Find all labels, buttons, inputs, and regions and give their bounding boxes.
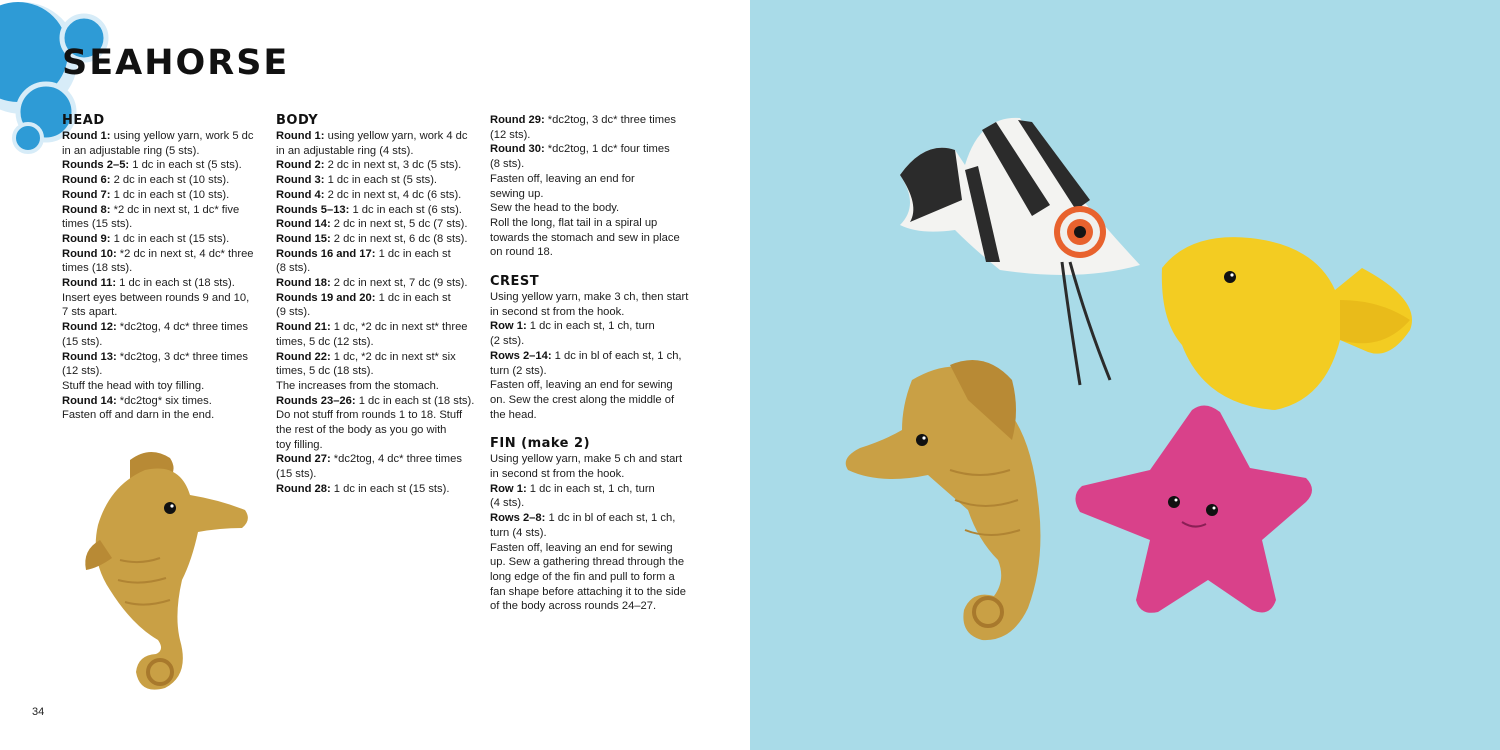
round-label: Rounds 2–5: [62,159,130,172]
round-label: Rounds 16 and 17: [276,247,376,260]
column-body [276,113,481,497]
instruction-line [276,305,481,320]
instruction-line [276,144,481,159]
instruction-text: in second st from the hook. [490,468,625,481]
instruction-line [276,394,481,409]
instruction-line [490,113,695,128]
instruction-line [276,408,481,423]
instruction-text: 1 dc in each st [375,247,451,260]
instruction-text: (8 sts). [490,158,525,171]
instruction-text: times (18 sts). [62,262,133,275]
instruction-text: 1 dc in each st, 1 ch, turn [526,482,655,495]
instruction-line [490,570,695,585]
instruction-line [490,319,695,334]
instruction-text: in an adjustable ring (5 sts). [62,144,200,157]
instruction-line [62,188,267,203]
instruction-line [490,526,695,541]
instruction-line [490,467,695,482]
instruction-text: on round 18. [490,246,553,259]
instruction-line [490,378,695,393]
instruction-line [490,231,695,246]
instruction-line [62,291,267,306]
instruction-line [490,157,695,172]
instruction-text: 1 dc in each st (5 sts). [324,174,438,187]
round-label: Round 12: [62,321,117,334]
round-label: Rows 2–8: [490,512,546,525]
instruction-text: Using yellow yarn, make 3 ch, then start [490,291,689,304]
instruction-line [62,320,267,335]
instruction-line [276,291,481,306]
instruction-line [490,245,695,260]
instruction-text: (8 sts). [276,262,311,275]
instruction-line [276,467,481,482]
instructions-crest [490,290,695,422]
instruction-text: Fasten off and darn in the end. [62,409,215,422]
instruction-text: Roll the long, flat tail in a spiral up [490,216,658,229]
instruction-line [62,408,267,423]
instruction-line [276,379,481,394]
instruction-text: 2 dc in next st, 4 dc (6 sts). [324,188,462,201]
section-heading-body: BODY [276,113,319,128]
instruction-text: turn (4 sts). [490,526,547,539]
instruction-line [276,350,481,365]
instruction-text: 1 dc, *2 dc in next st* six [330,350,456,363]
round-label: Round 14: [62,394,117,407]
instruction-text: *2 dc in next st, 1 dc* five [110,203,240,216]
instruction-text: Stuff the head with toy filling. [62,379,205,392]
instruction-line [490,142,695,157]
instruction-line [62,247,267,262]
instruction-text: 1 dc in each st (10 sts). [110,188,230,201]
instruction-line [276,438,481,453]
instruction-line [62,379,267,394]
instruction-text: times, 5 dc (12 sts). [276,335,374,348]
instruction-text: up. Sew a gathering thread through the [490,556,685,569]
instruction-text: times (15 sts). [62,218,133,231]
round-label: Round 22: [276,350,331,363]
instruction-text: the head. [490,408,537,421]
instruction-text: 1 dc in bl of each st, 1 ch, [551,349,682,362]
instruction-text: Using yellow yarn, make 5 ch and start [490,453,683,466]
instructions-body-continued [490,113,695,260]
instruction-line [490,364,695,379]
instruction-text: Fasten off, leaving an end for sewing [490,379,673,392]
instruction-line [62,203,267,218]
instruction-text: in an adjustable ring (4 sts). [276,144,414,157]
instruction-text: 1 dc in bl of each st, 1 ch, [545,512,676,525]
instruction-line [490,128,695,143]
instruction-line [62,144,267,159]
instruction-line [490,305,695,320]
instruction-text: towards the stomach and sew in place [490,231,680,244]
page-number: 34 [32,706,45,718]
instruction-line [490,452,695,467]
instruction-line [276,203,481,218]
instruction-text: *dc2tog, 3 dc* three times [116,350,248,363]
instruction-line [276,452,481,467]
instruction-text: (15 sts). [276,468,317,481]
instruction-text: 2 dc in each st (10 sts). [110,174,230,187]
round-label: Round 15: [276,232,331,245]
instruction-text: turn (2 sts). [490,364,547,377]
instruction-text: the rest of the body as you go with [276,424,447,437]
round-label: Round 28: [276,482,331,495]
instruction-text: (12 sts). [62,365,103,378]
round-label: Round 18: [276,277,331,290]
instruction-line [62,261,267,276]
instruction-text: in second st from the hook. [490,305,625,318]
instruction-line [62,232,267,247]
column-head [62,113,267,423]
instructions-body [276,129,481,497]
instruction-line [276,129,481,144]
instruction-line [490,216,695,231]
round-label: Round 30: [490,143,545,156]
instruction-text: toy filling. [276,438,323,451]
instruction-line [276,173,481,188]
instruction-line [276,158,481,173]
instruction-text: Sew the head to the body. [490,202,620,215]
instruction-text: 7 sts apart. [62,306,118,319]
instruction-line [490,201,695,216]
round-label: Round 9: [62,232,111,245]
instruction-line [276,261,481,276]
round-label: Row 1: [490,320,527,333]
instruction-text: 1 dc, *2 dc in next st* three [330,321,468,334]
instruction-text: *2 dc in next st, 4 dc* three [116,247,254,260]
right-page-photo [750,0,1500,750]
crochet-animals-photo [750,0,1500,750]
instruction-text: (12 sts). [490,128,531,141]
instructions-fin [490,452,695,614]
instruction-text: times, 5 dc (18 sts). [276,365,374,378]
instruction-line [62,350,267,365]
instruction-text: long edge of the fin and pull to form a [490,570,675,583]
instruction-text: Fasten off, leaving an end for [490,172,635,185]
instruction-line [276,320,481,335]
instruction-line [490,496,695,511]
instruction-text: (2 sts). [490,335,525,348]
round-label: Round 3: [276,174,325,187]
instruction-text: Fasten off, leaving an end for sewing [490,541,673,554]
round-label: Round 14: [276,218,331,231]
instruction-line [62,394,267,409]
instruction-text: of the body across rounds 24–27. [490,600,657,613]
instruction-text: 1 dc in each st (15 sts). [110,232,230,245]
instruction-line [490,555,695,570]
instruction-line [490,349,695,364]
round-label: Rounds 19 and 20: [276,291,376,304]
instruction-text: 1 dc in each st (6 sts). [349,203,462,216]
instruction-line [276,423,481,438]
instruction-text: 2 dc in next st, 6 dc (8 sts). [330,232,468,245]
instruction-text: 1 dc in each st [375,291,451,304]
round-label: Round 27: [276,453,331,466]
instruction-line [490,334,695,349]
instruction-text: 1 dc in each st (15 sts). [330,482,450,495]
instruction-line [276,188,481,203]
instruction-line [276,364,481,379]
round-label: Round 29: [490,114,545,126]
instruction-line [62,276,267,291]
instruction-text: fan shape before attaching it to the side [490,585,686,598]
instruction-line [490,187,695,202]
instruction-line [276,276,481,291]
round-label: Round 13: [62,350,117,363]
instruction-text: Do not stuff from rounds 1 to 18. Stuff [276,409,463,422]
round-label: Round 6: [62,174,111,187]
round-label: Round 1: [62,130,111,142]
instruction-line [276,482,481,497]
instruction-line [62,158,267,173]
instruction-line [62,335,267,350]
instruction-line [490,172,695,187]
instruction-text: using yellow yarn, work 4 dc [324,130,468,142]
round-label: Round 1: [276,130,325,142]
instruction-text: *dc2tog, 1 dc* four times [544,143,670,156]
seahorse-illustration [70,440,260,705]
instruction-line [490,541,695,556]
column-crest-fin [490,113,695,614]
instruction-text: *dc2tog, 3 dc* three times [544,114,676,126]
section-heading-fin: FIN (make 2) [490,436,591,452]
instruction-line [490,511,695,526]
instruction-text: *dc2tog, 4 dc* three times [330,453,462,466]
instruction-text: *dc2tog* six times. [116,394,212,407]
instruction-line [490,408,695,423]
page-title: SEAHORSE [62,43,290,83]
round-label: Round 10: [62,247,117,260]
instruction-text: using yellow yarn, work 5 dc [110,130,254,142]
instruction-text: 2 dc in next st, 7 dc (9 sts). [330,277,468,290]
instruction-text: 1 dc in each st (18 sts). [355,394,475,407]
instruction-text: *dc2tog, 4 dc* three times [116,321,248,334]
instruction-text: 2 dc in next st, 3 dc (5 sts). [324,159,462,172]
instruction-line [62,217,267,232]
instruction-line [490,585,695,600]
round-label: Round 4: [276,188,325,201]
instruction-line [490,482,695,497]
instruction-text: on. Sew the crest along the middle of [490,393,675,406]
bubble-small [14,124,42,152]
instruction-line [490,393,695,408]
instruction-line [490,599,695,614]
section-heading-crest: CREST [490,274,540,290]
instruction-line [62,129,267,144]
instruction-line [62,173,267,188]
round-label: Round 2: [276,159,325,172]
round-label: Row 1: [490,482,527,495]
instruction-text: (15 sts). [62,335,103,348]
instruction-text: 1 dc in each st (18 sts). [116,277,235,290]
round-label: Round 11: [62,277,117,290]
instruction-line [276,247,481,262]
instruction-text: (9 sts). [276,306,311,319]
instruction-line [276,335,481,350]
instruction-line [276,232,481,247]
instruction-text: The increases from the stomach. [276,379,439,392]
instruction-text: 1 dc in each st (5 sts). [129,159,242,172]
instruction-text: (4 sts). [490,497,525,510]
round-label: Rounds 23–26: [276,394,356,407]
instruction-line [62,364,267,379]
section-heading-head: HEAD [62,113,105,128]
instruction-line [62,305,267,320]
instruction-line [276,217,481,232]
round-label: Rows 2–14: [490,349,552,362]
round-label: Rounds 5–13: [276,203,350,216]
round-label: Round 21: [276,321,331,334]
instructions-head [62,129,267,423]
instruction-text: 1 dc in each st, 1 ch, turn [526,320,655,333]
instruction-line [490,290,695,305]
instruction-text: 2 dc in next st, 5 dc (7 sts). [330,218,468,231]
instruction-text: sewing up. [490,187,544,200]
round-label: Round 8: [62,203,111,216]
round-label: Round 7: [62,188,111,201]
instruction-text: Insert eyes between rounds 9 and 10, [62,291,250,304]
